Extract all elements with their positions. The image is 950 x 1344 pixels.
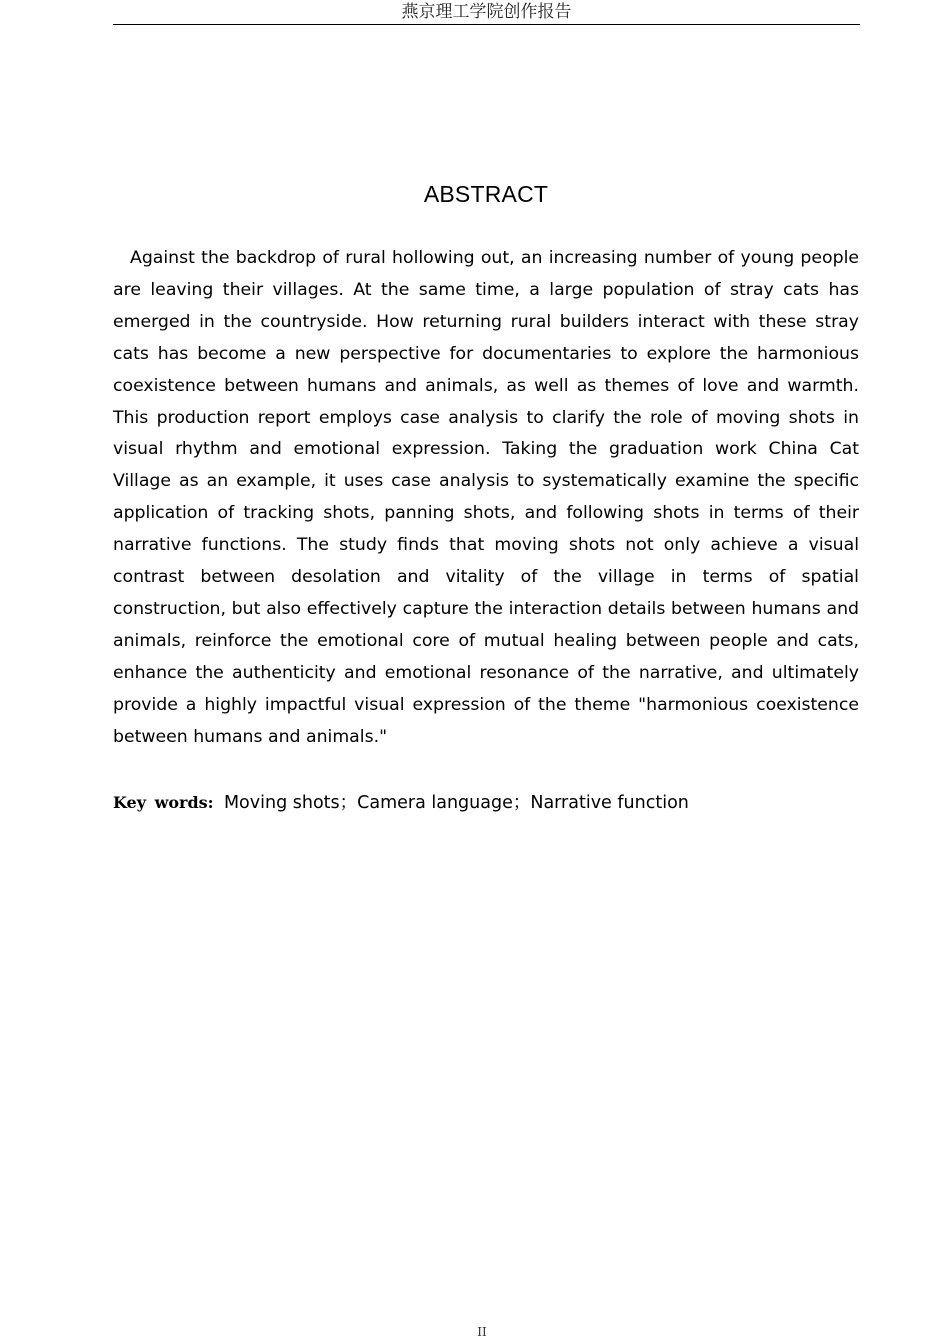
page-header-text: 燕京理工学院创作报告 bbox=[401, 2, 572, 22]
keywords-label: Key words: bbox=[113, 793, 214, 812]
keywords-line bbox=[113, 787, 859, 818]
page-header bbox=[113, 0, 860, 25]
keywords-value: Moving shots；Camera language；Narrative function bbox=[223, 793, 689, 813]
abstract-title: ABSTRACT bbox=[423, 181, 549, 207]
page-number: II bbox=[477, 1325, 487, 1339]
abstract-body: Against the backdrop of rural hollowing out, an increasing number of young people are leaving their villages. At the same time, a large population of stray cats has emerged in the countryside. How returning rural builders interact with these stray cats has become a new perspective for documentaries to explore the harmonious coexistence between humans and animals, as well as themes of love and warmth. This production report employs case analysis to clarify the role of moving shots in visual rhythm and emotional expression. Taking the graduation work China Cat Village as an example, it uses case analysis to systematically examine the specific application of tracking shots, panning shots, and following shots in terms of their narrative functions. The study finds that moving shots not only achieve a visual contrast between desolation and vitality of the village in terms of spatial construction, but also effectively capture the interaction details between humans and animals, reinforce the emotional core of mutual healing between people and cats, enhance the authenticity and emotional resonance of the narrative, and ultimately provide a highly impactful visual expression of the theme "harmonious coexistence between humans and animals." bbox=[113, 248, 859, 747]
